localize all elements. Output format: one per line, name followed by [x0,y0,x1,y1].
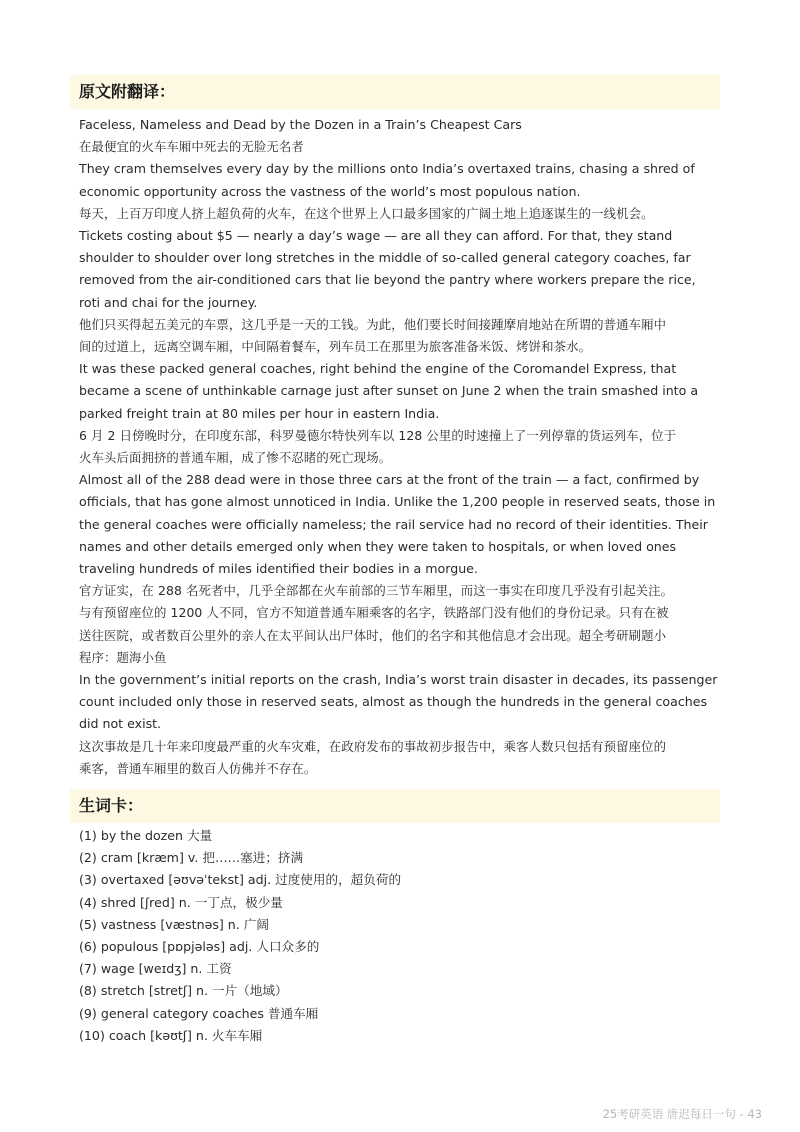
article-line: parked freight train at 80 miles per hour in eastern India. [79,405,440,421]
article-line: 乘客，普通车厢里的数百人仿佛并不存在。 [79,760,317,776]
article-line: officials, that has gone almost unnoticed in India. Unlike the 1,200 people in reserved seats, those in [79,494,716,510]
article-line: 与有预留座位的 1200 人不同，官方不知道普通车厢乘客的名字，铁路部门没有他们的身份记录。只有在被 [79,605,669,621]
vocab-item: (10) coach [kəʊtʃ] n. 火车车厢 [79,1027,263,1043]
vocab-item: (2) cram [kræm] v. 把……塞进；挤满 [79,850,304,866]
vocab-item: (4) shred [ʃred] n. 一丁点，极少量 [79,894,283,910]
article-line: They cram themselves every day by the millions onto India’s overtaxed trains, chasing a shred of [79,161,695,177]
article-body [79,114,725,780]
article-line: 在最便宜的火车车厢中死去的无脸无名者 [79,139,304,155]
article-line: 官方证实，在 288 名死者中，几乎全部都在火车前部的三节车厢里，而这一事实在印度几乎没有引起关注。 [79,583,674,599]
article-line: 他们只买得起五美元的车票，这几乎是一天的工钱。为此，他们要长时间接踵摩肩地站在所谓的普通车厢中 [79,316,667,332]
article-line: 送往医院，或者数百公里外的亲人在太平间认出尸体时，他们的名字和其他信息才会出现。超全考研刷题小 [79,627,667,643]
article-line: traveling hundreds of miles identified their bodies in a morgue. [79,561,478,577]
vocab-item: (3) overtaxed [əʊvəˈtekst] adj. 过度使用的，超负荷的 [79,872,402,888]
article-line: It was these packed general coaches, right behind the engine of the Coromandel Express, that [79,361,677,377]
vocab-list [79,825,725,1047]
vocab-item: (8) stretch [stretʃ] n. 一片（地域） [79,983,288,999]
article-line: 每天，上百万印度人挤上超负荷的火车，在这个世界上人口最多国家的广阔土地上追逐谋生的一线机会。 [79,205,654,221]
article-line: became a scene of unthinkable carnage just after sunset on June 2 when the train smashed into a [79,383,699,399]
section-heading-translation: 原文附翻译： [70,75,720,109]
vocab-item: (9) general category coaches 普通车厢 [79,1005,319,1021]
article-line: Tickets costing about $5 — nearly a day’s wage — are all they can afford. For that, they stand [79,228,673,244]
vocab-item: (5) vastness [væstnəs] n. 广阔 [79,916,269,932]
article-line: the general coaches were officially nameless; the rail service had no record of their identities. Their [79,516,708,532]
article-line: 间的过道上，远离空调车厢，中间隔着餐车，列车员工在那里为旅客准备米饭、烤饼和茶水。 [79,339,592,355]
article-line: economic opportunity across the vastness of the world’s most populous nation. [79,183,581,199]
article-line: count included only those in reserved seats, almost as though the hundreds in the general coaches [79,694,708,710]
article-line: 6 月 2 日傍晚时分，在印度东部，科罗曼德尔特快列车以 128 公里的时速撞上了一列停靠的货运列车，位于 [79,427,677,443]
article-line: Almost all of the 288 dead were in those three cars at the front of the train — a fact, confirmed by [79,472,700,488]
article-line: Faceless, Nameless and Dead by the Dozen in a Train’s Cheapest Cars [79,117,522,132]
article-line: 这次事故是几十年来印度最严重的火车灾难，在政府发布的事故初步报告中，乘客人数只包括有预留座位的 [79,738,667,754]
article-line: names and other details emerged only when they were taken to hospitals, or when loved ones [79,538,677,554]
article-line: 程序：题海小鱼 [79,649,167,665]
vocab-item: (7) wage [weɪdʒ] n. 工资 [79,961,232,977]
article-line: 火车头后面拥挤的普通车厢，成了惨不忍睹的死亡现场。 [79,450,392,466]
article-line: roti and chai for the journey. [79,294,258,310]
page-footer: 25考研英语 唐迟每日一句 - 43 [602,1107,762,1121]
section-heading-vocab: 生词卡： [70,789,720,823]
article-line: did not exist. [79,716,162,732]
vocab-item: (6) populous [pɒpjələs] adj. 人口众多的 [79,939,320,955]
article-line: removed from the air-conditioned cars that lie beyond the pantry where workers prepare the rice, [79,272,696,288]
vocab-item: (1) by the dozen 大量 [79,828,213,843]
article-line: shoulder to shoulder over long stretches in the middle of so-called general category coaches, far [79,250,691,266]
article-line: In the government’s initial reports on the crash, India’s worst train disaster in decades, its passenger [79,672,718,688]
